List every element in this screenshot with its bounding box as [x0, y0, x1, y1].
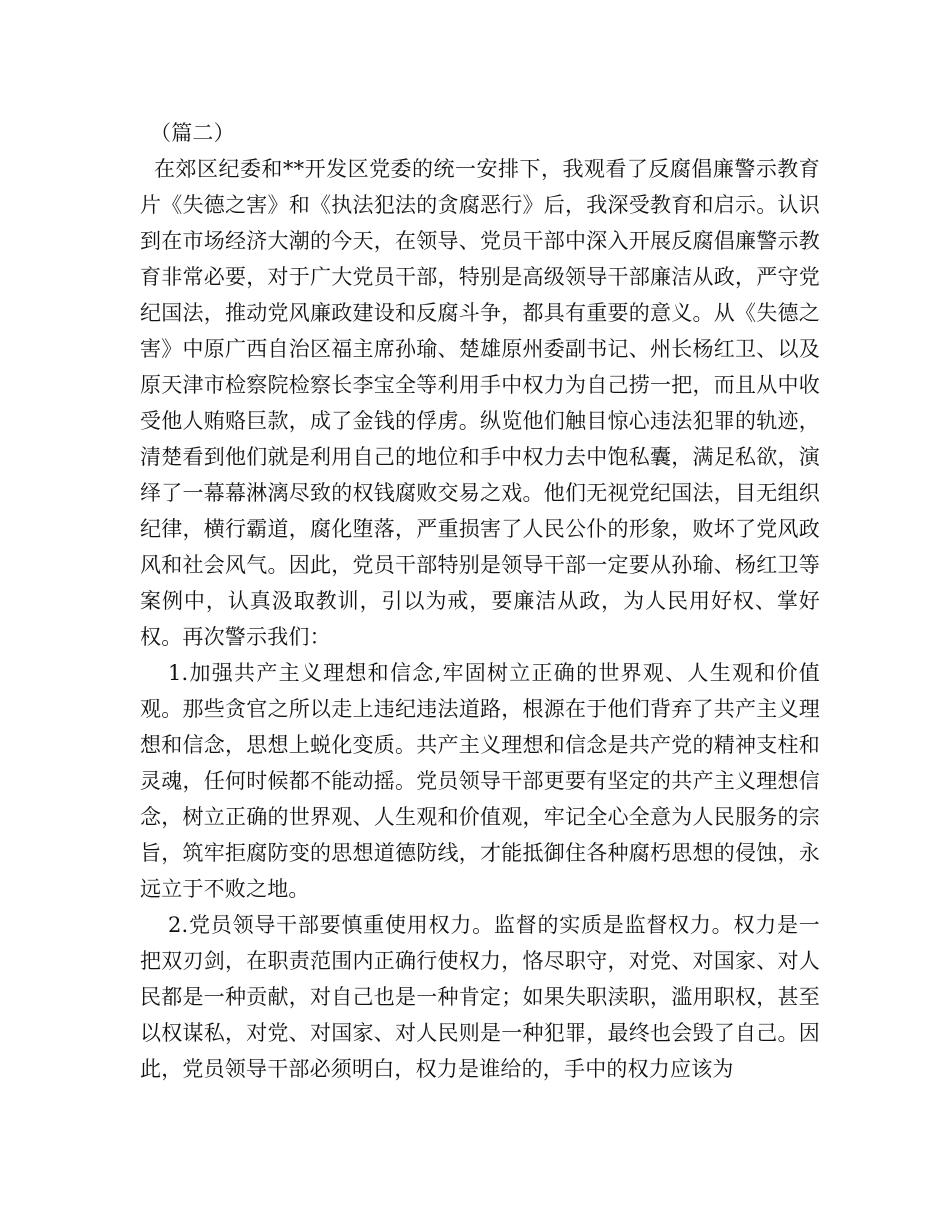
point-1-paragraph: 1.加强共产主义理想和信念,牢固树立正确的世界观、人生观和价值观。那些贪官之所以走上违纪违法道路，根源在于他们背弃了共产主义理想和信念，思想上蜕化变质。共产主义理想和信念是共产党的精神支柱和灵魂，任何时候都不能动摇。党员领导干部更要有坚定的共产主义理想信念，树立正确的世界观、人生观和价值观，牢记全心全意为人民服务的宗旨，筑牢拒腐防变的思想道德防线，才能抵御住各种腐朽思想的侵蚀，永远立于不败之地。 — [140, 661, 820, 901]
section-heading: （篇二） — [150, 121, 235, 145]
document-body — [140, 115, 820, 1087]
point-2-paragraph: 2.党员领导干部要慎重使用权力。监督的实质是监督权力。权力是一把双刃剑，在职责范围内正确行使权力，恪尽职守，对党、对国家、对人民都是一种贡献，对自己也是一种肯定；如果失职渎职，滥用职权，甚至以权谋私，对党、对国家、对人民则是一种犯罪，最终也会毁了自己。因此，党员领导干部必须明白，权力是谁给的，手中的权力应该为 — [140, 913, 820, 1081]
intro-paragraph: 在郊区纪委和**开发区党委的统一安排下，我观看了反腐倡廉警示教育片《失德之害》和《执法犯法的贪腐恶行》后，我深受教育和启示。认识到在市场经济大潮的今天，在领导、党员干部中深入开展反腐倡廉警示教育非常必要，对于广大党员干部，特别是高级领导干部廉洁从政，严守党纪国法，推动党风廉政建设和反腐斗争，都具有重要的意义。从《失德之害》中原广西自治区福主席孙瑜、楚雄原州委副书记、州长杨红卫、以及原天津市检察院检察长李宝全等利用手中权力为自己捞一把，而且从中收受他人贿赂巨款，成了金钱的俘虏。纵览他们触目惊心违法犯罪的轨迹，清楚看到他们就是利用自己的地位和手中权力去中饱私囊，满足私欲，演绎了一幕幕淋漓尽致的权钱腐败交易之戏。他们无视党纪国法，目无组织纪律，横行霸道，腐化堕落，严重损害了人民公仆的形象，败坏了党风政风和社会风气。因此，党员干部特别是领导干部一定要从孙瑜、杨红卫等案例中，认真汲取教训，引以为戒，要廉洁从政，为人民用好权、掌好权。再次警示我们： — [140, 157, 820, 649]
